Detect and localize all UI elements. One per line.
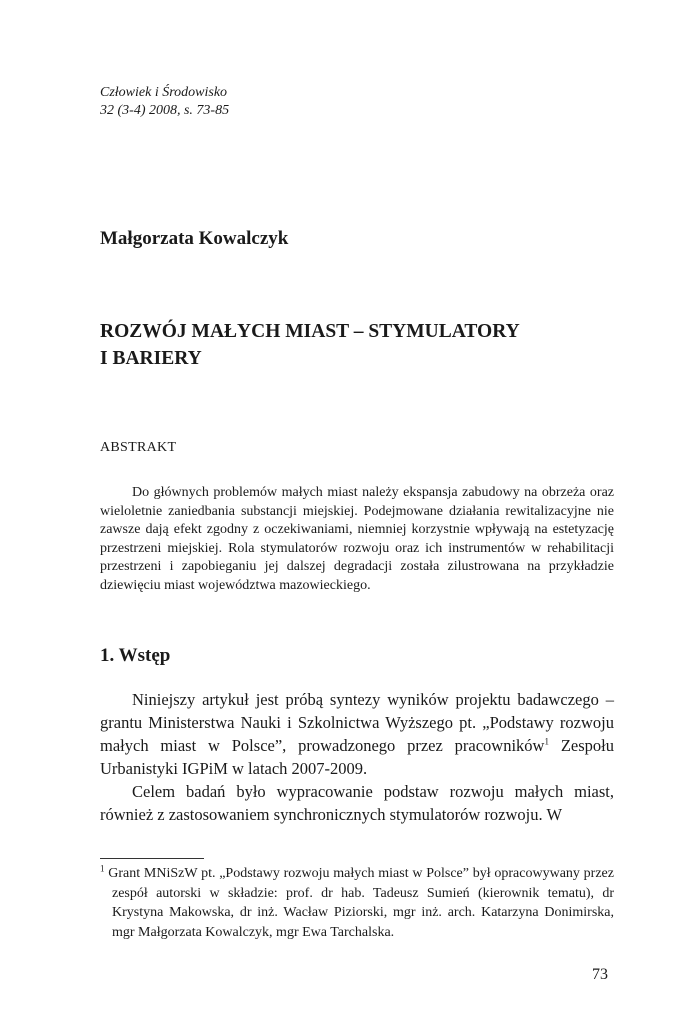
article-title [100, 318, 620, 372]
footnote-text: Grant MNiSzW pt. „Podstawy rozwoju małych miast w Polsce” był opracowywany przez zespół autorski w składzie: prof. dr hab. Tadeusz Sumień (kierownik tematu), dr Krystyna Makowska, dr inż. Wacław Piziorski, mgr inż. arch. Katarzyna Donimirska, mgr Małgorzata Kowalczyk, mgr Ewa Tarchalska. [104, 866, 614, 940]
abstract-block [100, 484, 614, 596]
footnote-marker: 1 [100, 863, 105, 874]
footnote-divider [100, 858, 204, 859]
footnote-paragraph [100, 864, 614, 942]
abstract-text: Do głównych problemów małych miast należy ekspansja zabudowy na obrzeża oraz wieloletnie zaniedbania substancji miejskiej. Podejmowane działania rewitalizacyjne nie zawsze dają efekt zgodny z oczekiwaniami, niemniej korzystnie wpływają na estetyzację przestrzeni miejskiej. Rola stymulatorów rozwoju oraz ich instrumentów w rehabilitacji przestrzeni i zapobieganiu jej dalszej degradacji została zilustrowana na przykładzie dziewięciu miast województwa mazowieckiego. [100, 485, 614, 593]
author-name: Małgorzata Kowalczyk [100, 228, 289, 249]
abstract-heading: ABSTRAKT [100, 440, 177, 455]
title-line-1: ROZWÓJ MAŁYCH MIAST – STYMULATORY [100, 321, 520, 342]
body-paragraph-2: Celem badań było wypracowanie podstaw rozwoju małych miast, również z zastosowaniem synchronicznych stymulatorów rozwoju. W [100, 782, 614, 824]
journal-info [100, 84, 229, 120]
section-heading: 1. Wstęp [100, 645, 171, 666]
body-paragraph-1 [100, 688, 614, 780]
para1-text-a: Niniejszy artykuł jest próbą syntezy wyników projektu badawczego – grantu Ministerstwa Nauki i Szkolnictwa Wyższego pt. „Podstawy rozwoju małych miast w Polsce”, prowadzonego przez pracowników [100, 690, 614, 755]
footnote-ref: 1 [544, 736, 549, 747]
journal-name: Człowiek i Środowisko [100, 85, 228, 100]
para1-text-b: Zespołu Urbanistyki IGPiM w latach 2007-2009. [100, 736, 614, 778]
journal-citation: 32 (3-4) 2008, s. 73-85 [100, 103, 230, 118]
page-number: 73 [592, 966, 608, 983]
body-text [100, 688, 614, 826]
title-line-2: I BARIERY [100, 348, 202, 369]
footnote [100, 864, 614, 942]
